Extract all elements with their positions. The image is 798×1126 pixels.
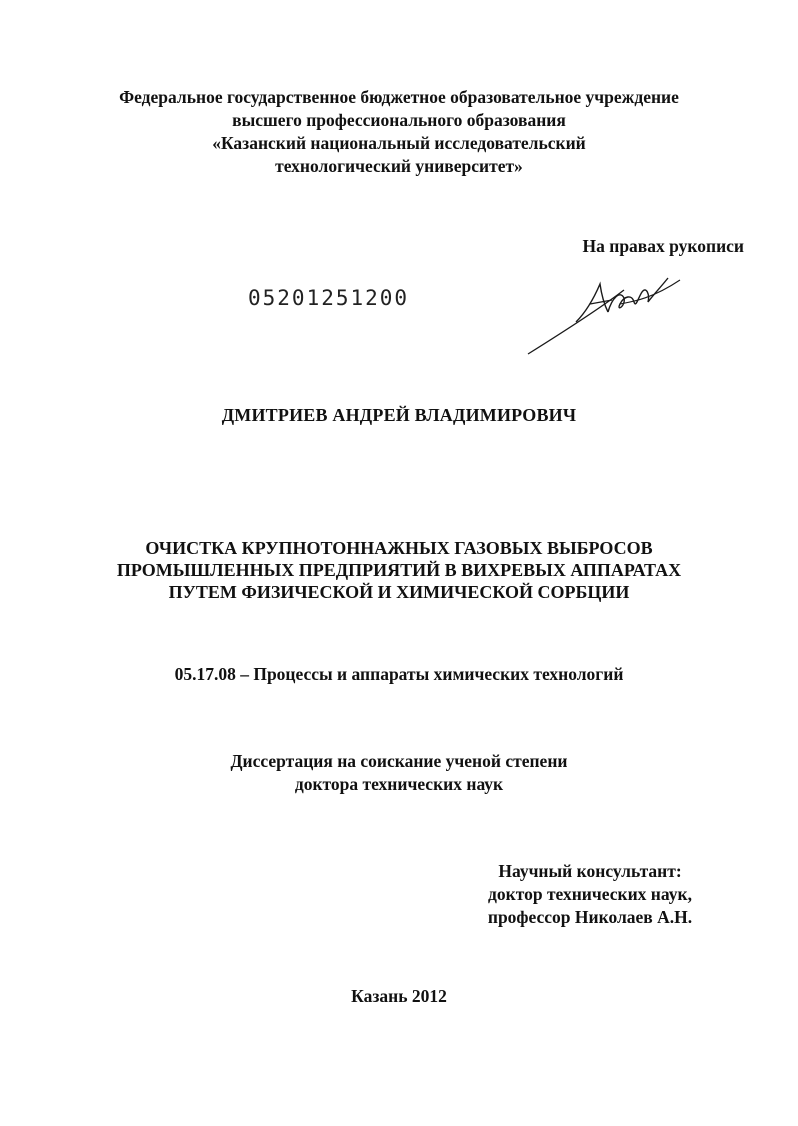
city-year: Казань 2012: [351, 986, 447, 1006]
consultant-label: Научный консультант:: [498, 861, 682, 881]
dissertation-title: [0, 537, 798, 603]
institution-line-4: технологический университет»: [275, 156, 523, 176]
degree-line-2: доктора технических наук: [294, 774, 504, 794]
institution-line-2: высшего профессионального образования: [232, 110, 566, 130]
title-line-2: ПРОМЫШЛЕННЫХ ПРЕДПРИЯТИЙ В ВИХРЕВЫХ АППАРАТАХ: [116, 560, 682, 580]
author-name: ДМИТРИЕВ АНДРЕЙ ВЛАДИМИРОВИЧ: [221, 405, 577, 425]
scientific-consultant: [470, 860, 710, 929]
institution-line-3: «Казанский национальный исследовательский: [212, 133, 586, 153]
title-line-1: ОЧИСТКА КРУПНОТОННАЖНЫХ ГАЗОВЫХ ВЫБРОСОВ: [145, 538, 653, 558]
specialty-code: 05.17.08 – Процессы и аппараты химических технологий: [174, 664, 624, 684]
consultant-degree: доктор технических наук,: [488, 884, 692, 904]
degree-line-1: Диссертация на соискание ученой степени: [230, 751, 568, 771]
manuscript-rights-note: На правах рукописи: [582, 236, 744, 256]
handwritten-signature: [520, 268, 690, 360]
library-stamp-number: 05201251200: [248, 286, 410, 310]
institution-line-1: Федеральное государственное бюджетное образовательное учреждение: [119, 87, 679, 107]
institution-header: [0, 86, 798, 178]
consultant-name: профессор Николаев А.Н.: [487, 907, 693, 927]
degree-statement: [0, 750, 798, 796]
title-line-3: ПУТЕМ ФИЗИЧЕСКОЙ И ХИМИЧЕСКОЙ СОРБЦИИ: [168, 582, 630, 602]
